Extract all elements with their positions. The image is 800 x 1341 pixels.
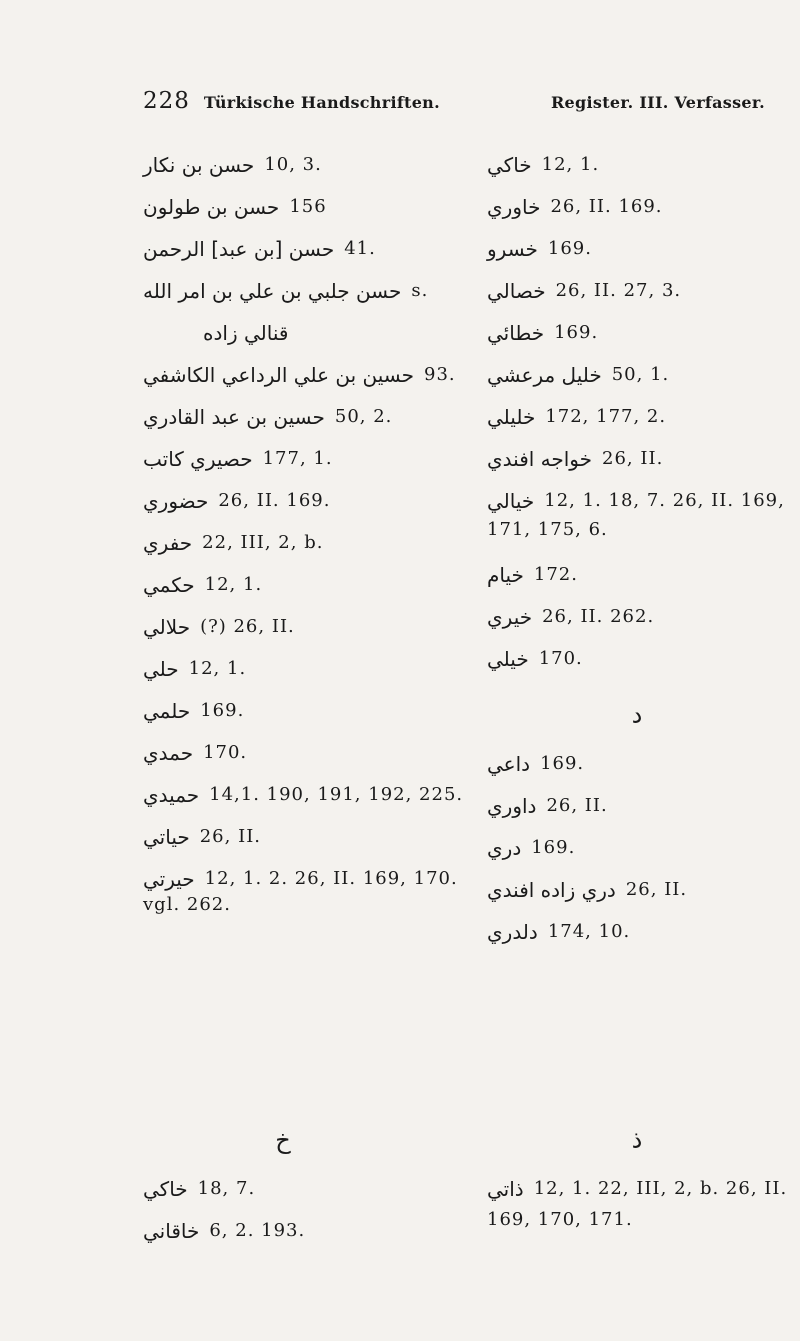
- index-entry: [487, 266, 787, 303]
- page-header: [143, 88, 765, 114]
- entry-refs: 174, 10.: [547, 921, 631, 942]
- entry-refs: 22, III, 2, b.: [202, 532, 324, 553]
- entry-refs: 26, II. 262.: [542, 606, 655, 627]
- entry-refs: 172.: [533, 564, 578, 585]
- entry-refs: 6, 2. 193.: [209, 1220, 306, 1241]
- entry-name: خيام: [487, 563, 524, 587]
- entry-name: حضوري: [143, 489, 209, 513]
- entry-name: حيرتي: [143, 867, 195, 891]
- entry-refs: (?) 26, II.: [200, 616, 295, 637]
- entry-name: حسن بن طولون: [143, 195, 280, 219]
- entry-refs: 26, II. 169.: [218, 490, 331, 511]
- index-entry: [487, 907, 787, 944]
- index-entry: [487, 476, 787, 513]
- index-entry: [487, 1164, 787, 1201]
- entry-name: حمدي: [143, 741, 194, 765]
- index-entry: [143, 770, 463, 807]
- entry-name: خاكي: [487, 153, 532, 177]
- entry-refs: 26, II. 169.: [550, 196, 663, 217]
- entry-refs: 50, 1.: [611, 364, 670, 385]
- index-entry: [143, 266, 463, 303]
- index-entry: [143, 854, 463, 891]
- entry-refs: 26, II. 27, 3.: [555, 280, 682, 301]
- entry-name: خيلي: [487, 647, 529, 671]
- index-entry: [143, 350, 463, 387]
- index-entry: [487, 823, 787, 860]
- entry-refs: 169.: [547, 238, 592, 259]
- index-entry: [143, 1164, 423, 1201]
- index-entry: [487, 308, 787, 345]
- left-column: [143, 140, 463, 925]
- section-letter-dal: د: [631, 701, 643, 729]
- entry-refs: s.: [411, 280, 429, 301]
- index-entry-continuation: [143, 308, 463, 345]
- entry-refs: 169.: [200, 700, 245, 721]
- index-entry: [143, 224, 463, 261]
- entry-name: حميدي: [143, 783, 200, 807]
- entry-name: خصالي: [487, 279, 546, 303]
- index-entry: [143, 182, 463, 219]
- index-entry: [143, 644, 463, 681]
- index-entry: [143, 518, 463, 555]
- entry-name: حسن جلبي بن علي بن امر الله: [143, 279, 402, 303]
- entry-name: حفري: [143, 531, 193, 555]
- index-entry: [487, 224, 787, 261]
- index-entry: [487, 781, 787, 818]
- entry-refs: 12, 1. 18, 7. 26, II. 169,: [544, 490, 785, 511]
- entry-refs: 12, 1. 2. 26, II. 169, 170.: [204, 868, 458, 889]
- entry-name: حصيري كاتب: [143, 447, 253, 471]
- entry-continuation: vgl. 262.: [143, 894, 231, 915]
- running-title: Türkische Handschriften.: [203, 93, 440, 112]
- entry-name: دلدري: [487, 920, 538, 944]
- section-kha: [143, 1110, 423, 1248]
- entry-name: حياتي: [143, 825, 190, 849]
- entry-refs: 26, II.: [199, 826, 262, 847]
- entry-name: خسرو: [487, 237, 538, 261]
- index-entry: [143, 560, 463, 597]
- entry-name: دري: [487, 836, 522, 860]
- entry-refs: 12, 1.: [204, 574, 263, 595]
- entry-name: قنالي زاده: [203, 321, 289, 345]
- entry-name: خيري: [487, 605, 533, 629]
- entry-refs: 18, 7.: [197, 1178, 256, 1199]
- entry-refs: 50, 2.: [334, 406, 393, 427]
- section-letter-dhal: ذ: [631, 1126, 643, 1154]
- index-entry: [487, 865, 787, 902]
- index-entry: [143, 686, 463, 723]
- entry-name: داوري: [487, 794, 537, 818]
- entry-refs: 156: [289, 196, 327, 217]
- entry-refs: 170.: [538, 648, 583, 669]
- entry-refs: 12, 1.: [188, 658, 247, 679]
- entry-refs: 177, 1.: [262, 448, 333, 469]
- entry-name: حسن [بن عبد] الرحمن: [143, 237, 335, 261]
- entry-name: حلالي: [143, 615, 191, 639]
- entry-name: داعي: [487, 752, 531, 776]
- index-entry: [143, 1206, 423, 1243]
- entry-name: حسن بن نكار: [143, 153, 255, 177]
- index-entry: [143, 602, 463, 639]
- index-entry: [487, 739, 787, 776]
- section-letter-kha: خ: [275, 1126, 291, 1154]
- index-entry: [487, 634, 787, 671]
- index-entry: [143, 476, 463, 513]
- index-entry: [143, 812, 463, 849]
- index-entry: [143, 728, 463, 765]
- entry-name: حلمي: [143, 699, 191, 723]
- entry-refs: 169.: [554, 322, 599, 343]
- entry-name: حسين بن علي الرداعي الكاشفي: [143, 363, 414, 387]
- entry-refs: 169.: [540, 753, 585, 774]
- entry-refs: 170.: [203, 742, 248, 763]
- right-column: [487, 140, 787, 949]
- index-entry: [487, 592, 787, 629]
- entry-name: خاقاني: [143, 1219, 200, 1243]
- index-entry: [487, 392, 787, 429]
- entry-name: خواجه افندي: [487, 447, 592, 471]
- entry-refs: 12, 1. 22, III, 2, b. 26, II.: [533, 1178, 788, 1199]
- entry-continuation: 171, 175, 6.: [487, 519, 608, 540]
- entry-refs: 172, 177, 2.: [545, 406, 667, 427]
- entry-name: خليلي: [487, 405, 536, 429]
- entry-continuation: 169, 170, 171.: [487, 1209, 633, 1230]
- section-title: Register. III. Verfasser.: [550, 93, 765, 112]
- index-entry: [487, 350, 787, 387]
- entry-refs: 10, 3.: [264, 154, 322, 175]
- entry-name: خليل مرعشي: [487, 363, 602, 387]
- index-entry: [487, 140, 787, 177]
- entry-refs: 14,1. 190, 191, 192, 225.: [209, 784, 464, 805]
- entry-name: حكمي: [143, 573, 195, 597]
- index-entry: [143, 392, 463, 429]
- index-entry: [143, 140, 463, 177]
- entry-name: حسين بن عبد القادري: [143, 405, 325, 429]
- entry-refs: 12, 1.: [541, 154, 600, 175]
- entry-refs: 26, II.: [625, 879, 688, 900]
- entry-name: خطائي: [487, 321, 545, 345]
- entry-name: خاوري: [487, 195, 541, 219]
- entry-refs: 93.: [424, 364, 456, 385]
- index-entry: [487, 550, 787, 587]
- index-entry: [487, 182, 787, 219]
- entry-refs: 41.: [344, 238, 376, 259]
- entry-name: دري زاده افندي: [487, 878, 616, 902]
- entry-name: خاكي: [143, 1177, 188, 1201]
- index-entry: [487, 434, 787, 471]
- entry-refs: 169.: [531, 837, 576, 858]
- entry-refs: 26, II.: [546, 795, 608, 816]
- section-dhal: [487, 1110, 787, 1240]
- entry-refs: 26, II.: [602, 448, 664, 469]
- entry-name: خيالي: [487, 489, 535, 513]
- page-number: 228: [143, 88, 190, 114]
- entry-name: ذاتي: [487, 1177, 524, 1201]
- entry-name: حلي: [143, 657, 179, 681]
- index-entry: [143, 434, 463, 471]
